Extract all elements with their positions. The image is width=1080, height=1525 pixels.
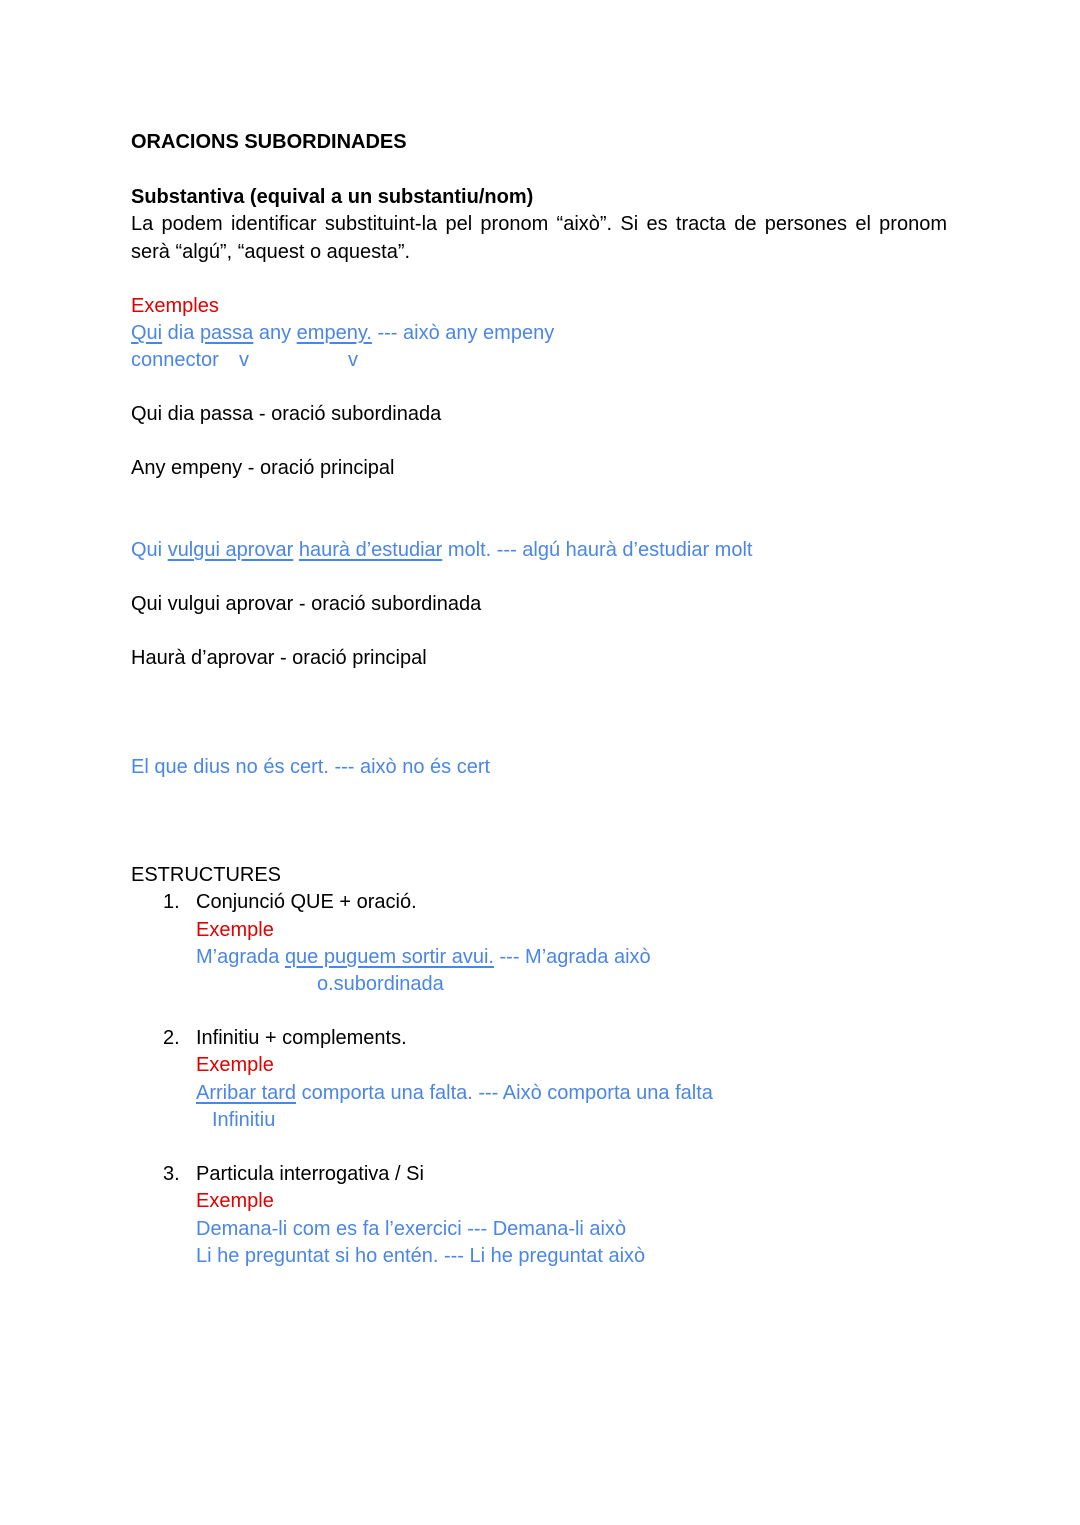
example-2-main: Haurà d’aprovar - oració principal	[131, 647, 427, 669]
example-1-annotation-connector: connector	[131, 349, 219, 371]
structure-1-annotation: o.subordinada	[317, 973, 444, 995]
example-2-subordinate: Qui vulgui aprovar - oració subordinada	[131, 593, 482, 615]
subordinate-phrase: que puguem sortir avui.	[284, 946, 494, 968]
example-1-subordinate: Qui dia passa - oració subordinada	[131, 403, 442, 425]
structure-3-example-2: Li he preguntat si ho entén. --- Li he preguntat això	[196, 1245, 646, 1267]
structure-2-annotation: Infinitiu	[212, 1109, 276, 1131]
example-3-sentence: El que dius no és cert. --- això no és cert	[131, 756, 491, 778]
connector-word: Qui	[131, 322, 163, 344]
example-2-sentence	[131, 537, 752, 564]
example-1-annotation-v1: v	[239, 349, 249, 371]
structure-item-3	[163, 1161, 424, 1188]
subordinate-phrase: vulgui aprovar	[167, 539, 294, 561]
page-title: ORACIONS SUBORDINADES	[131, 131, 407, 153]
structure-item-2	[163, 1025, 407, 1052]
verb-phrase: haurà d’estudiar	[298, 539, 443, 561]
text: Qui	[131, 539, 168, 561]
structure-1-example	[196, 944, 651, 971]
list-number: 1.	[163, 891, 180, 913]
example-1-main: Any empeny - oració principal	[131, 457, 395, 479]
infinitive-phrase: Arribar tard	[196, 1082, 297, 1104]
examples-label: Exemples	[131, 295, 219, 317]
verb-word: passa	[199, 322, 254, 344]
structure-3-example-1: Demana-li com es fa l’exercici --- Demana-li això	[196, 1218, 627, 1240]
structure-label: Conjunció QUE + oració.	[196, 891, 417, 913]
section-description: La podem identificar substituint-la pel pronom “això”. Si es tracta de persones el pronom serà “algú”, “aquest o aquesta”.	[131, 213, 947, 263]
example-label: Exemple	[196, 919, 274, 941]
text: molt. --- algú haurà d’estudiar molt	[442, 539, 753, 561]
example-label: Exemple	[196, 1190, 274, 1212]
example-label: Exemple	[196, 1054, 274, 1076]
structure-label: Particula interrogativa / Si	[196, 1163, 424, 1185]
list-number: 3.	[163, 1163, 180, 1185]
text: --- M’agrada això	[493, 946, 651, 968]
example-1-sentence	[131, 320, 554, 347]
text: --- això any empeny	[371, 322, 555, 344]
structure-2-example	[196, 1080, 713, 1107]
text: dia	[162, 322, 200, 344]
verb-word: empeny.	[296, 322, 372, 344]
structures-heading: ESTRUCTURES	[131, 864, 282, 886]
structure-item-1	[163, 889, 417, 916]
section-heading: Substantiva (equival a un substantiu/nom)	[131, 186, 534, 208]
text: any	[253, 322, 297, 344]
text: comporta una falta. --- Això comporta una falta	[296, 1082, 713, 1104]
example-1-annotation-v2: v	[348, 349, 358, 371]
text: M’agrada	[196, 946, 285, 968]
list-number: 2.	[163, 1027, 180, 1049]
structure-label: Infinitiu + complements.	[196, 1027, 407, 1049]
